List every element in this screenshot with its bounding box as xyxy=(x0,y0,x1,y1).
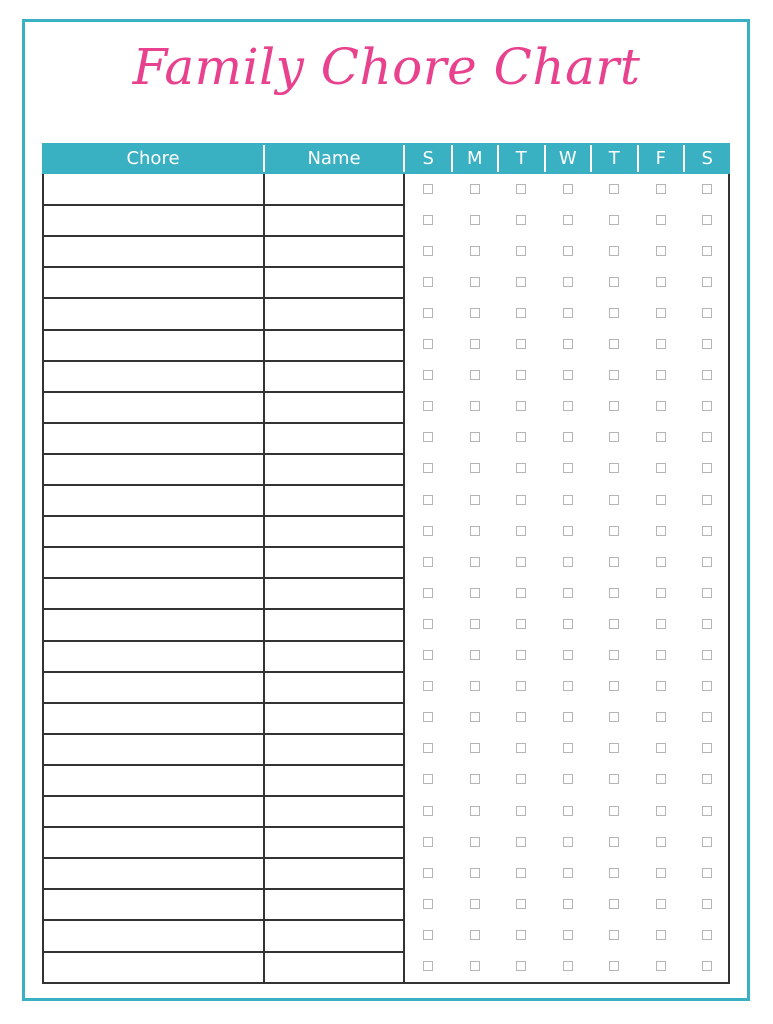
chore-table xyxy=(42,143,730,979)
right-border-line xyxy=(728,174,730,983)
table-row[interactable] xyxy=(42,578,403,609)
table-row[interactable] xyxy=(42,827,403,858)
empty-checkbox-icon[interactable] xyxy=(516,184,526,194)
empty-checkbox-icon[interactable] xyxy=(563,463,573,473)
table-row[interactable] xyxy=(42,734,403,765)
empty-checkbox-icon[interactable] xyxy=(702,339,712,349)
empty-checkbox-icon[interactable] xyxy=(656,370,666,380)
empty-checkbox-icon[interactable] xyxy=(563,712,573,722)
empty-checkbox-icon[interactable] xyxy=(656,246,666,256)
table-row[interactable] xyxy=(42,485,403,516)
empty-checkbox-icon[interactable] xyxy=(516,495,526,505)
empty-checkbox-icon[interactable] xyxy=(702,557,712,567)
empty-checkbox-icon[interactable] xyxy=(563,930,573,940)
empty-checkbox-icon[interactable] xyxy=(470,961,480,971)
column-header-day: T xyxy=(608,148,620,169)
empty-checkbox-icon[interactable] xyxy=(702,526,712,536)
empty-checkbox-icon[interactable] xyxy=(563,588,573,598)
empty-checkbox-icon[interactable] xyxy=(702,868,712,878)
empty-checkbox-icon[interactable] xyxy=(609,526,619,536)
empty-checkbox-icon[interactable] xyxy=(563,339,573,349)
empty-checkbox-icon[interactable] xyxy=(423,277,433,287)
table-row[interactable] xyxy=(42,298,403,329)
column-header-chore: Chore xyxy=(126,148,180,169)
table-row[interactable] xyxy=(42,267,403,298)
empty-checkbox-icon[interactable] xyxy=(470,277,480,287)
empty-checkbox-icon[interactable] xyxy=(470,837,480,847)
empty-checkbox-icon[interactable] xyxy=(702,184,712,194)
empty-checkbox-icon[interactable] xyxy=(423,463,433,473)
empty-checkbox-icon[interactable] xyxy=(702,495,712,505)
empty-checkbox-icon[interactable] xyxy=(470,868,480,878)
empty-checkbox-icon[interactable] xyxy=(702,588,712,598)
empty-checkbox-icon[interactable] xyxy=(702,308,712,318)
empty-checkbox-icon[interactable] xyxy=(423,930,433,940)
table-row[interactable] xyxy=(42,392,403,423)
empty-checkbox-icon[interactable] xyxy=(516,557,526,567)
empty-checkbox-icon[interactable] xyxy=(609,495,619,505)
empty-checkbox-icon[interactable] xyxy=(609,463,619,473)
empty-checkbox-icon[interactable] xyxy=(563,899,573,909)
empty-checkbox-icon[interactable] xyxy=(470,588,480,598)
empty-checkbox-icon[interactable] xyxy=(563,961,573,971)
empty-checkbox-icon[interactable] xyxy=(470,743,480,753)
empty-checkbox-icon[interactable] xyxy=(516,806,526,816)
empty-checkbox-icon[interactable] xyxy=(516,215,526,225)
empty-checkbox-icon[interactable] xyxy=(609,650,619,660)
empty-checkbox-icon[interactable] xyxy=(423,246,433,256)
empty-checkbox-icon[interactable] xyxy=(563,308,573,318)
empty-checkbox-icon[interactable] xyxy=(470,370,480,380)
empty-checkbox-icon[interactable] xyxy=(470,495,480,505)
empty-checkbox-icon[interactable] xyxy=(563,401,573,411)
empty-checkbox-icon[interactable] xyxy=(702,215,712,225)
empty-checkbox-icon[interactable] xyxy=(516,650,526,660)
empty-checkbox-icon[interactable] xyxy=(423,401,433,411)
table-row[interactable] xyxy=(42,703,403,734)
empty-checkbox-icon[interactable] xyxy=(563,650,573,660)
empty-checkbox-icon[interactable] xyxy=(516,681,526,691)
table-row[interactable] xyxy=(42,858,403,889)
empty-checkbox-icon[interactable] xyxy=(423,961,433,971)
empty-checkbox-icon[interactable] xyxy=(423,526,433,536)
empty-checkbox-icon[interactable] xyxy=(563,277,573,287)
table-row[interactable] xyxy=(42,889,403,920)
empty-checkbox-icon[interactable] xyxy=(656,308,666,318)
empty-checkbox-icon[interactable] xyxy=(656,588,666,598)
table-row[interactable] xyxy=(42,330,403,361)
empty-checkbox-icon[interactable] xyxy=(609,868,619,878)
empty-checkbox-icon[interactable] xyxy=(609,899,619,909)
empty-checkbox-icon[interactable] xyxy=(609,774,619,784)
empty-checkbox-icon[interactable] xyxy=(516,339,526,349)
empty-checkbox-icon[interactable] xyxy=(470,401,480,411)
empty-checkbox-icon[interactable] xyxy=(702,681,712,691)
empty-checkbox-icon[interactable] xyxy=(609,184,619,194)
empty-checkbox-icon[interactable] xyxy=(656,868,666,878)
empty-checkbox-icon[interactable] xyxy=(702,837,712,847)
empty-checkbox-icon[interactable] xyxy=(470,619,480,629)
empty-checkbox-icon[interactable] xyxy=(423,868,433,878)
empty-checkbox-icon[interactable] xyxy=(470,463,480,473)
empty-checkbox-icon[interactable] xyxy=(423,712,433,722)
empty-checkbox-icon[interactable] xyxy=(423,339,433,349)
empty-checkbox-icon[interactable] xyxy=(609,681,619,691)
empty-checkbox-icon[interactable] xyxy=(516,308,526,318)
empty-checkbox-icon[interactable] xyxy=(702,743,712,753)
empty-checkbox-icon[interactable] xyxy=(470,806,480,816)
empty-checkbox-icon[interactable] xyxy=(702,401,712,411)
empty-checkbox-icon[interactable] xyxy=(423,557,433,567)
empty-checkbox-icon[interactable] xyxy=(609,277,619,287)
empty-checkbox-icon[interactable] xyxy=(563,370,573,380)
empty-checkbox-icon[interactable] xyxy=(656,463,666,473)
empty-checkbox-icon[interactable] xyxy=(516,432,526,442)
empty-checkbox-icon[interactable] xyxy=(423,837,433,847)
empty-checkbox-icon[interactable] xyxy=(609,588,619,598)
empty-checkbox-icon[interactable] xyxy=(516,899,526,909)
empty-checkbox-icon[interactable] xyxy=(470,339,480,349)
empty-checkbox-icon[interactable] xyxy=(470,930,480,940)
empty-checkbox-icon[interactable] xyxy=(470,650,480,660)
empty-checkbox-icon[interactable] xyxy=(516,837,526,847)
empty-checkbox-icon[interactable] xyxy=(423,774,433,784)
empty-checkbox-icon[interactable] xyxy=(656,806,666,816)
table-row[interactable] xyxy=(42,796,403,827)
empty-checkbox-icon[interactable] xyxy=(563,215,573,225)
empty-checkbox-icon[interactable] xyxy=(702,650,712,660)
empty-checkbox-icon[interactable] xyxy=(702,774,712,784)
table-bottom-line xyxy=(403,982,730,984)
empty-checkbox-icon[interactable] xyxy=(656,215,666,225)
empty-checkbox-icon[interactable] xyxy=(656,557,666,567)
empty-checkbox-icon[interactable] xyxy=(470,215,480,225)
empty-checkbox-icon[interactable] xyxy=(423,650,433,660)
empty-checkbox-icon[interactable] xyxy=(423,184,433,194)
empty-checkbox-icon[interactable] xyxy=(656,899,666,909)
table-row[interactable] xyxy=(42,361,403,392)
page-title: Family Chore Chart xyxy=(132,38,641,96)
empty-checkbox-icon[interactable] xyxy=(609,215,619,225)
empty-checkbox-icon[interactable] xyxy=(563,806,573,816)
table-row[interactable] xyxy=(42,641,403,672)
empty-checkbox-icon[interactable] xyxy=(563,619,573,629)
empty-checkbox-icon[interactable] xyxy=(470,557,480,567)
empty-checkbox-icon[interactable] xyxy=(702,619,712,629)
empty-checkbox-icon[interactable] xyxy=(656,712,666,722)
empty-checkbox-icon[interactable] xyxy=(609,961,619,971)
table-row[interactable] xyxy=(42,952,403,983)
empty-checkbox-icon[interactable] xyxy=(516,463,526,473)
table-row[interactable] xyxy=(42,672,403,703)
empty-checkbox-icon[interactable] xyxy=(423,308,433,318)
empty-checkbox-icon[interactable] xyxy=(609,743,619,753)
empty-checkbox-icon[interactable] xyxy=(609,930,619,940)
empty-checkbox-icon[interactable] xyxy=(470,432,480,442)
table-row[interactable] xyxy=(42,423,403,454)
empty-checkbox-icon[interactable] xyxy=(656,526,666,536)
empty-checkbox-icon[interactable] xyxy=(516,401,526,411)
empty-checkbox-icon[interactable] xyxy=(470,526,480,536)
empty-checkbox-icon[interactable] xyxy=(656,930,666,940)
empty-checkbox-icon[interactable] xyxy=(423,370,433,380)
empty-checkbox-icon[interactable] xyxy=(609,370,619,380)
empty-checkbox-icon[interactable] xyxy=(423,619,433,629)
table-row[interactable] xyxy=(42,547,403,578)
column-header-day: S xyxy=(422,148,434,169)
empty-checkbox-icon[interactable] xyxy=(516,930,526,940)
empty-checkbox-icon[interactable] xyxy=(516,619,526,629)
empty-checkbox-icon[interactable] xyxy=(563,184,573,194)
empty-checkbox-icon[interactable] xyxy=(609,246,619,256)
column-header-day: M xyxy=(466,148,483,169)
column-header-day: S xyxy=(701,148,713,169)
empty-checkbox-icon[interactable] xyxy=(609,308,619,318)
empty-checkbox-icon[interactable] xyxy=(563,837,573,847)
empty-checkbox-icon[interactable] xyxy=(423,588,433,598)
empty-checkbox-icon[interactable] xyxy=(702,246,712,256)
table-row[interactable] xyxy=(42,516,403,547)
empty-checkbox-icon[interactable] xyxy=(702,277,712,287)
empty-checkbox-icon[interactable] xyxy=(702,463,712,473)
empty-checkbox-icon[interactable] xyxy=(609,837,619,847)
empty-checkbox-icon[interactable] xyxy=(563,432,573,442)
empty-checkbox-icon[interactable] xyxy=(516,712,526,722)
empty-checkbox-icon[interactable] xyxy=(656,774,666,784)
empty-checkbox-icon[interactable] xyxy=(423,681,433,691)
empty-checkbox-icon[interactable] xyxy=(656,495,666,505)
empty-checkbox-icon[interactable] xyxy=(563,246,573,256)
table-row[interactable] xyxy=(42,205,403,236)
table-row[interactable] xyxy=(42,236,403,267)
empty-checkbox-icon[interactable] xyxy=(656,619,666,629)
empty-checkbox-icon[interactable] xyxy=(516,277,526,287)
table-header xyxy=(42,143,730,174)
empty-checkbox-icon[interactable] xyxy=(609,432,619,442)
empty-checkbox-icon[interactable] xyxy=(609,339,619,349)
table-row[interactable] xyxy=(42,174,403,205)
empty-checkbox-icon[interactable] xyxy=(656,184,666,194)
empty-checkbox-icon[interactable] xyxy=(702,806,712,816)
empty-checkbox-icon[interactable] xyxy=(609,806,619,816)
empty-checkbox-icon[interactable] xyxy=(702,961,712,971)
empty-checkbox-icon[interactable] xyxy=(516,370,526,380)
empty-checkbox-icon[interactable] xyxy=(516,774,526,784)
empty-checkbox-icon[interactable] xyxy=(609,712,619,722)
empty-checkbox-icon[interactable] xyxy=(423,899,433,909)
empty-checkbox-icon[interactable] xyxy=(656,401,666,411)
column-header-name: Name xyxy=(307,148,361,169)
empty-checkbox-icon[interactable] xyxy=(656,961,666,971)
empty-checkbox-icon[interactable] xyxy=(423,743,433,753)
empty-checkbox-icon[interactable] xyxy=(656,432,666,442)
empty-checkbox-icon[interactable] xyxy=(470,899,480,909)
empty-checkbox-icon[interactable] xyxy=(702,712,712,722)
empty-checkbox-icon[interactable] xyxy=(563,557,573,567)
table-row[interactable] xyxy=(42,765,403,796)
empty-checkbox-icon[interactable] xyxy=(470,712,480,722)
empty-checkbox-icon[interactable] xyxy=(516,868,526,878)
empty-checkbox-icon[interactable] xyxy=(516,246,526,256)
empty-checkbox-icon[interactable] xyxy=(470,184,480,194)
empty-checkbox-icon[interactable] xyxy=(563,743,573,753)
empty-checkbox-icon[interactable] xyxy=(563,681,573,691)
empty-checkbox-icon[interactable] xyxy=(656,837,666,847)
empty-checkbox-icon[interactable] xyxy=(563,526,573,536)
empty-checkbox-icon[interactable] xyxy=(702,370,712,380)
empty-checkbox-icon[interactable] xyxy=(656,650,666,660)
empty-checkbox-icon[interactable] xyxy=(563,774,573,784)
column-header-day: F xyxy=(655,148,666,169)
empty-checkbox-icon[interactable] xyxy=(470,308,480,318)
empty-checkbox-icon[interactable] xyxy=(470,774,480,784)
empty-checkbox-icon[interactable] xyxy=(470,681,480,691)
empty-checkbox-icon[interactable] xyxy=(656,743,666,753)
empty-checkbox-icon[interactable] xyxy=(702,899,712,909)
empty-checkbox-icon[interactable] xyxy=(656,277,666,287)
empty-checkbox-icon[interactable] xyxy=(423,495,433,505)
empty-checkbox-icon[interactable] xyxy=(423,432,433,442)
empty-checkbox-icon[interactable] xyxy=(702,432,712,442)
empty-checkbox-icon[interactable] xyxy=(423,806,433,816)
empty-checkbox-icon[interactable] xyxy=(516,526,526,536)
table-row[interactable] xyxy=(42,920,403,951)
empty-checkbox-icon[interactable] xyxy=(423,215,433,225)
empty-checkbox-icon[interactable] xyxy=(656,339,666,349)
column-header-day: W xyxy=(558,148,577,169)
empty-checkbox-icon[interactable] xyxy=(516,743,526,753)
empty-checkbox-icon[interactable] xyxy=(470,246,480,256)
empty-checkbox-icon[interactable] xyxy=(563,868,573,878)
empty-checkbox-icon[interactable] xyxy=(702,930,712,940)
column-header-day: T xyxy=(515,148,527,169)
empty-checkbox-icon[interactable] xyxy=(609,619,619,629)
empty-checkbox-icon[interactable] xyxy=(516,588,526,598)
empty-checkbox-icon[interactable] xyxy=(516,961,526,971)
empty-checkbox-icon[interactable] xyxy=(609,401,619,411)
empty-checkbox-icon[interactable] xyxy=(563,495,573,505)
table-row[interactable] xyxy=(42,454,403,485)
empty-checkbox-icon[interactable] xyxy=(609,557,619,567)
table-row[interactable] xyxy=(42,609,403,640)
empty-checkbox-icon[interactable] xyxy=(656,681,666,691)
